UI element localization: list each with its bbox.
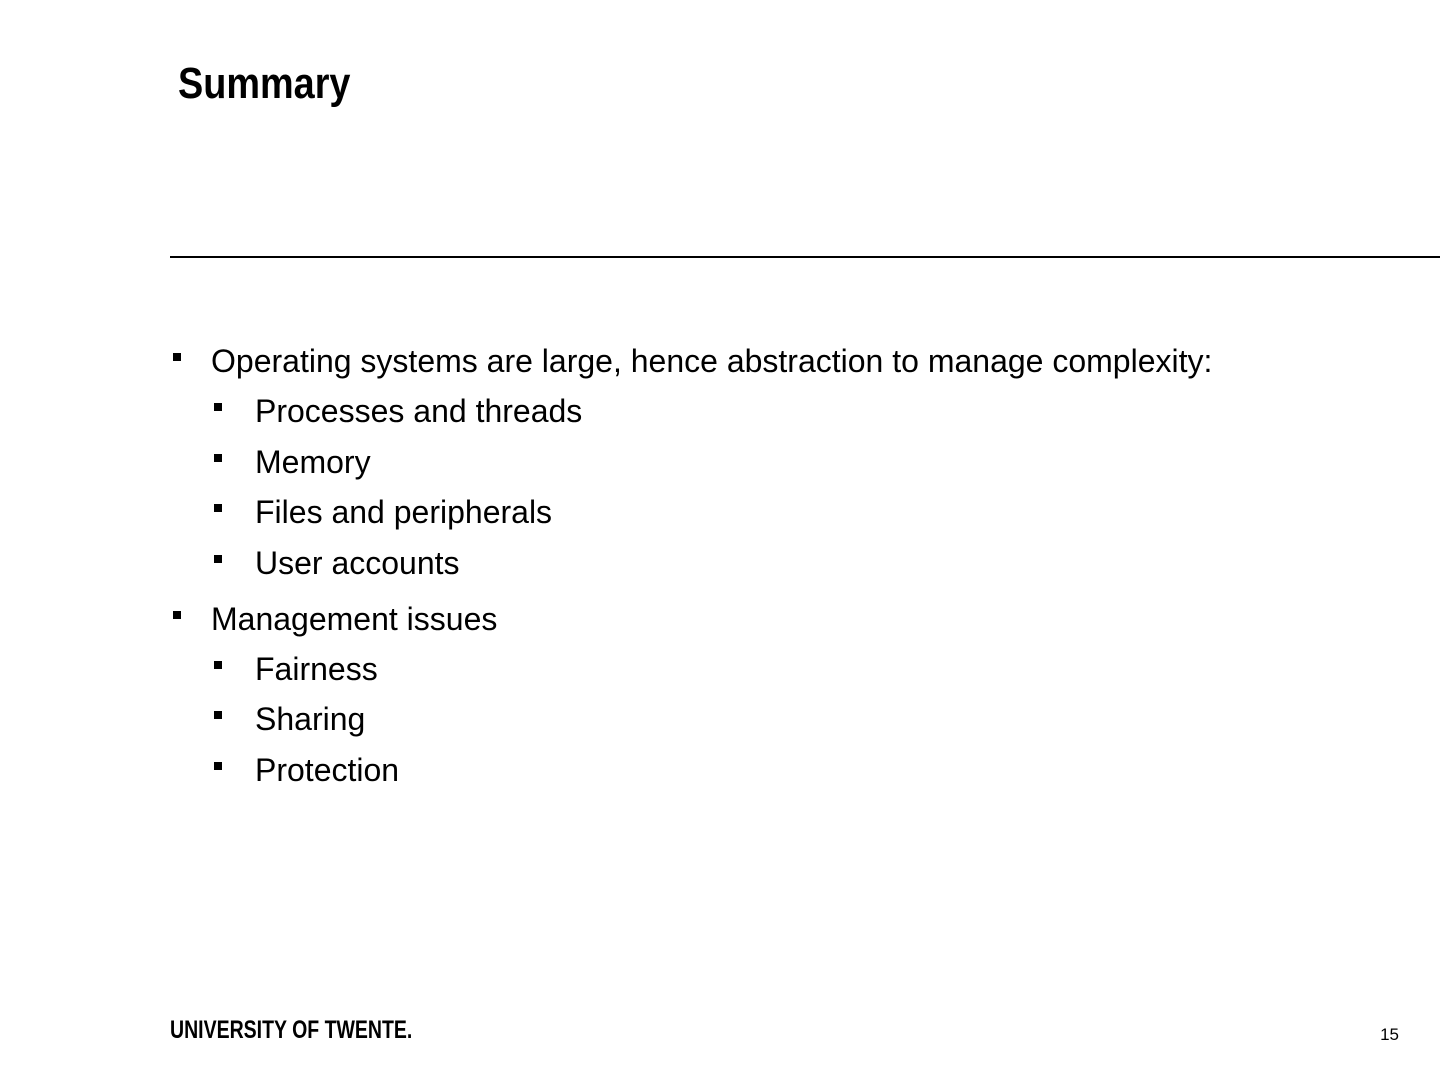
square-bullet-icon <box>214 661 222 669</box>
university-logo: UNIVERSITY OF TWENTE. <box>170 1016 413 1044</box>
sub-bullet-list <box>211 388 1420 586</box>
sub-bullet-text: Sharing <box>255 701 366 737</box>
square-bullet-icon <box>214 711 222 719</box>
page-number: 15 <box>1380 1025 1399 1044</box>
sub-bullet-text: Processes and threads <box>255 393 583 429</box>
sub-bullet-item <box>211 747 1420 793</box>
square-bullet-icon <box>173 611 181 619</box>
bullet-text: Management issues <box>211 600 498 637</box>
sub-bullet-text: Fairness <box>255 650 378 687</box>
title-divider <box>170 256 1440 258</box>
sub-bullet-text: Protection <box>255 751 400 788</box>
square-bullet-icon <box>173 353 181 361</box>
square-bullet-icon <box>214 403 222 411</box>
slide-title: Summary <box>178 59 351 108</box>
sub-bullet-item <box>211 439 1420 485</box>
sub-bullet-text: Files and peripherals <box>255 494 553 530</box>
square-bullet-icon <box>214 504 222 512</box>
square-bullet-icon <box>214 762 222 770</box>
bullet-text: Operating systems are large, hence abstraction to manage complexity: <box>211 343 1213 379</box>
sub-bullet-item <box>211 646 1420 692</box>
slide-content <box>170 338 1420 793</box>
square-bullet-icon <box>214 555 222 563</box>
sub-bullet-text: Memory <box>255 443 371 480</box>
sub-bullet-text: User accounts <box>255 544 460 581</box>
square-bullet-icon <box>214 454 222 462</box>
sub-bullet-list <box>211 646 1420 793</box>
sub-bullet-item <box>211 489 1420 535</box>
sub-bullet-item <box>211 540 1420 586</box>
bullet-list <box>170 338 1420 793</box>
sub-bullet-item <box>211 388 1420 434</box>
bullet-item <box>170 596 1420 793</box>
sub-bullet-item <box>211 696 1420 742</box>
bullet-item <box>170 338 1420 586</box>
